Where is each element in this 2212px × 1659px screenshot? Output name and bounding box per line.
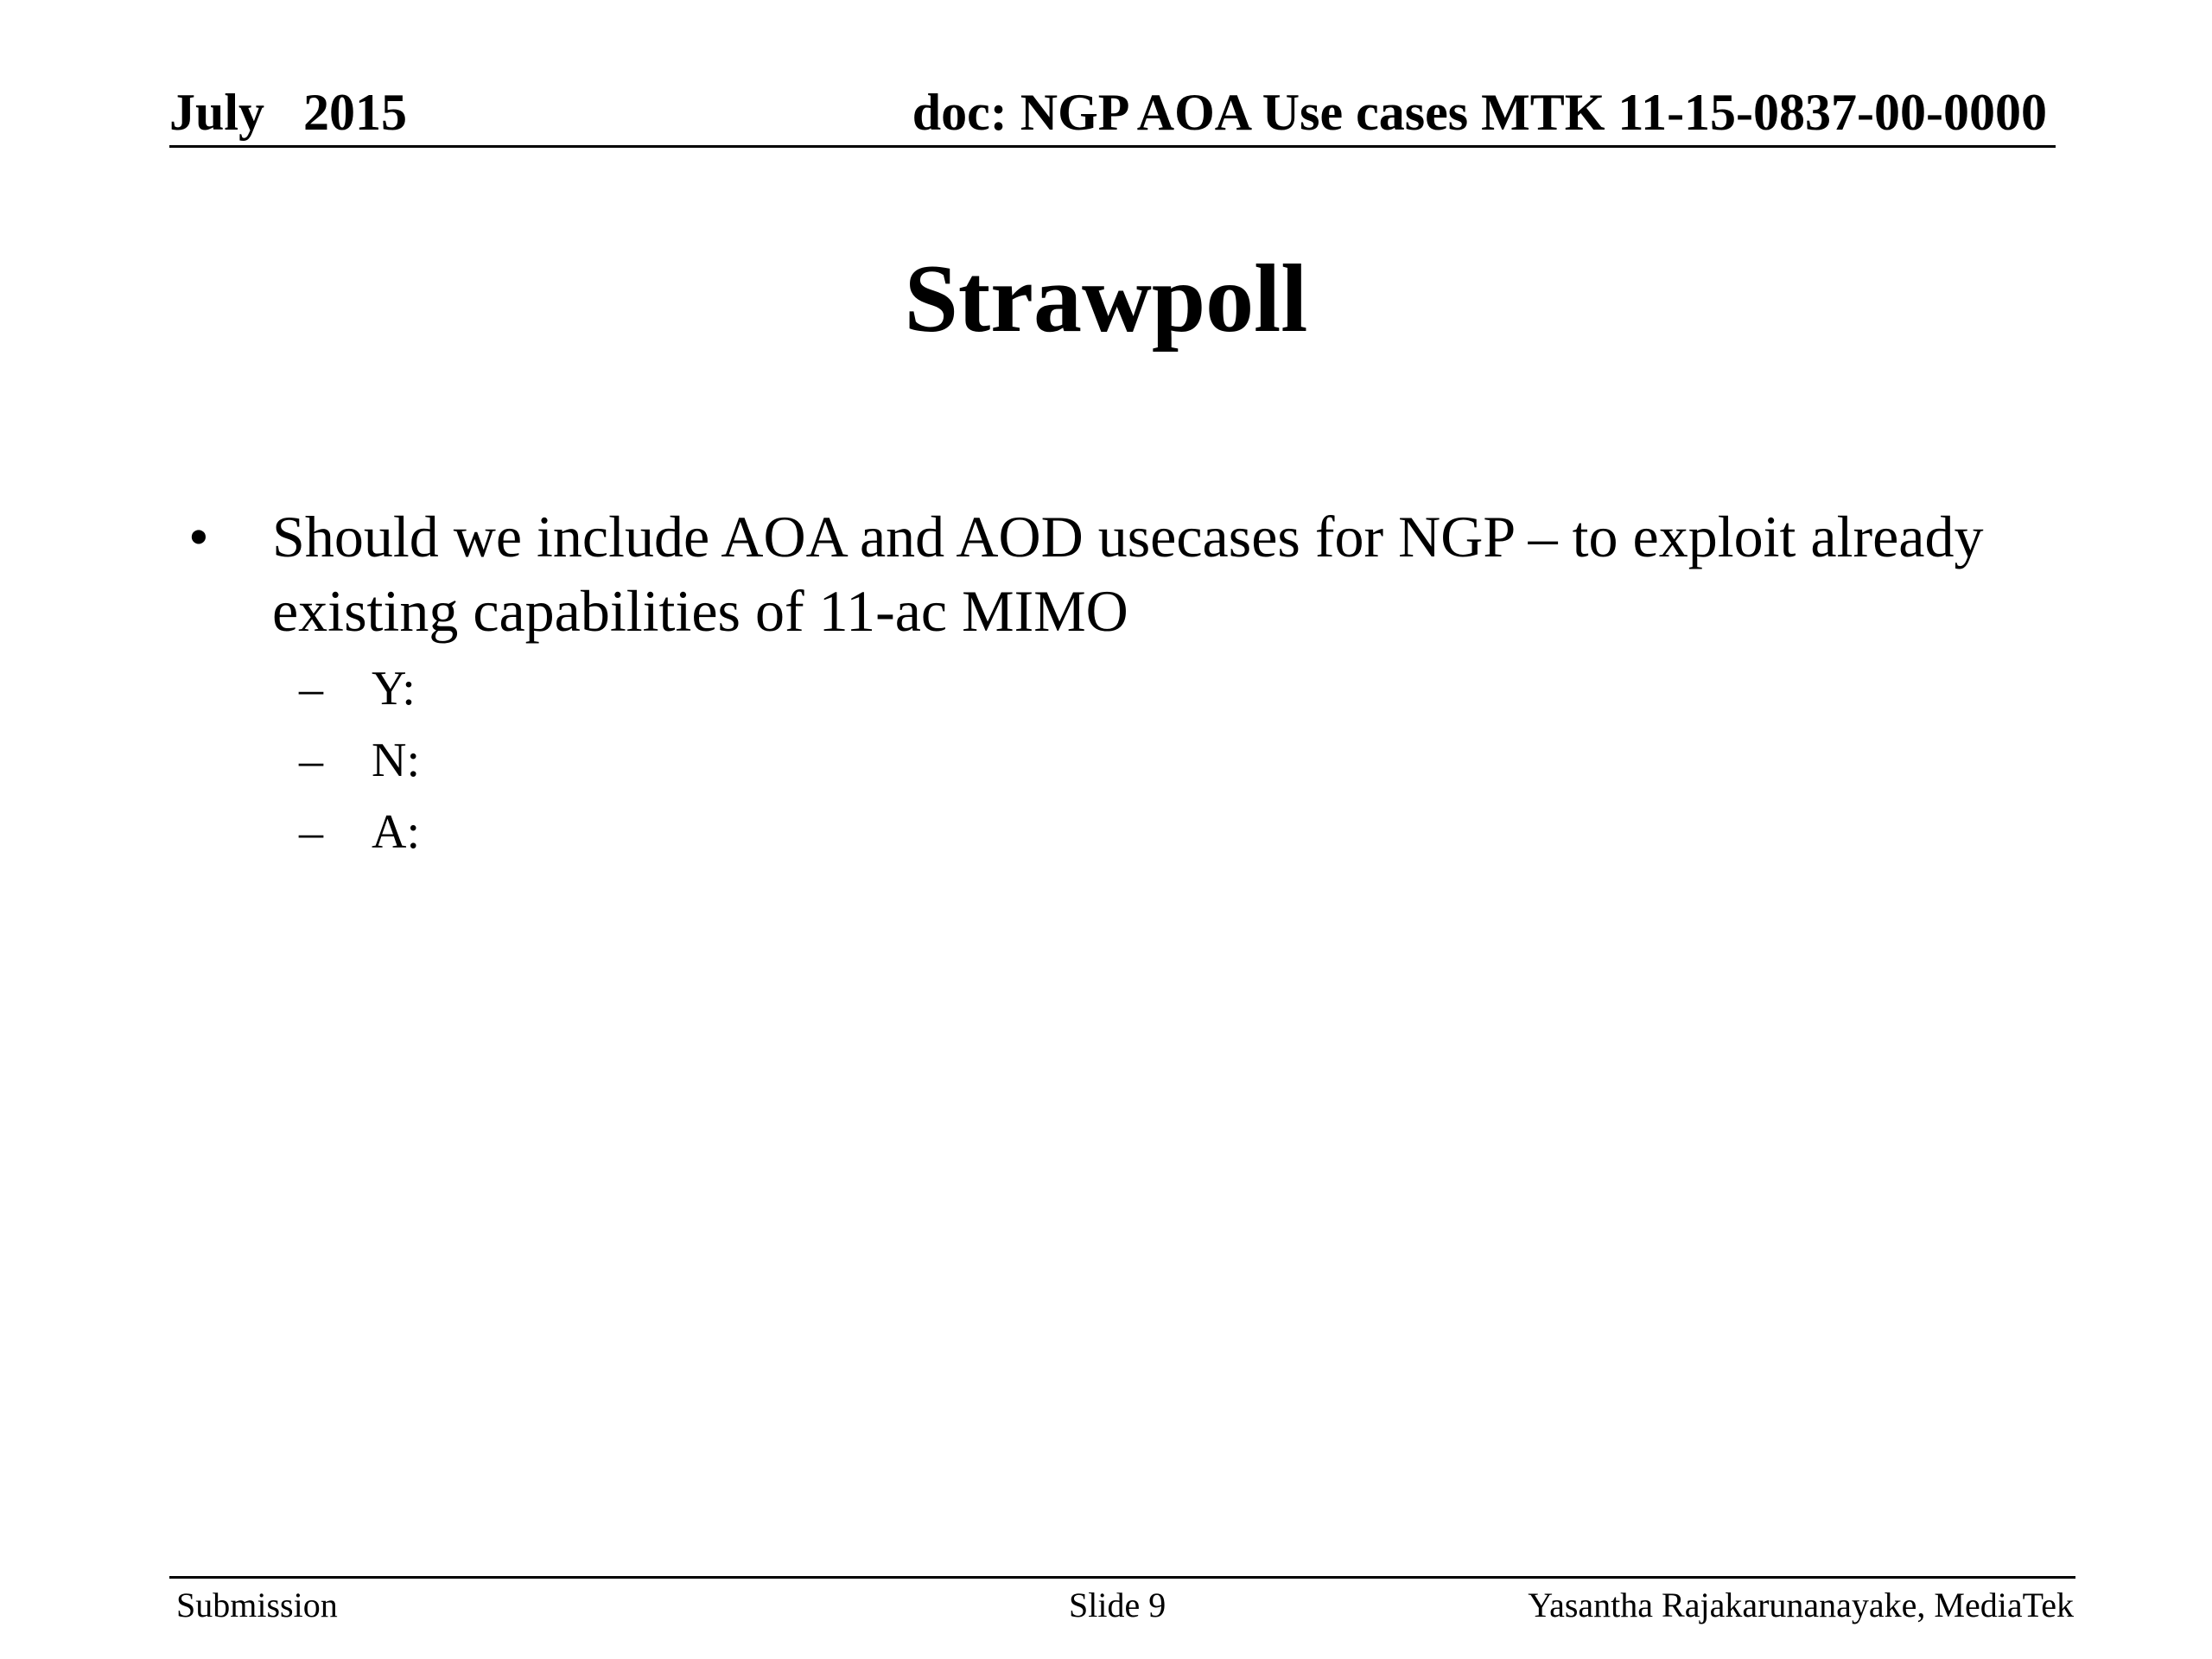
sub-item-label: Y: <box>372 662 416 715</box>
footer-slide-number: Slide 9 <box>1069 1586 1166 1624</box>
footer-submission: Submission <box>176 1586 338 1624</box>
dash-icon: – <box>299 662 323 715</box>
dash-icon: – <box>299 734 323 787</box>
footer-author: Yasantha Rajakarunanayake, MediaTek <box>1528 1586 2074 1624</box>
header-date: July 2015 <box>169 84 408 141</box>
header-divider <box>169 145 2056 148</box>
sub-item-label: N: <box>372 734 420 787</box>
slide-title: Strawpoll <box>904 245 1308 353</box>
bullet-text: Should we include AOA and AOD usecases for NGP – to exploit already existing capabilities of 11-ac MIMO <box>272 504 1984 644</box>
footer-divider <box>169 1576 2075 1579</box>
bullet-dot-icon: • <box>188 504 209 569</box>
header-doc-id: doc: NGP AOA Use cases MTK 11-15-0837-00-0000 <box>912 84 2047 141</box>
sub-item-label: A: <box>372 805 420 859</box>
dash-icon: – <box>299 805 323 859</box>
